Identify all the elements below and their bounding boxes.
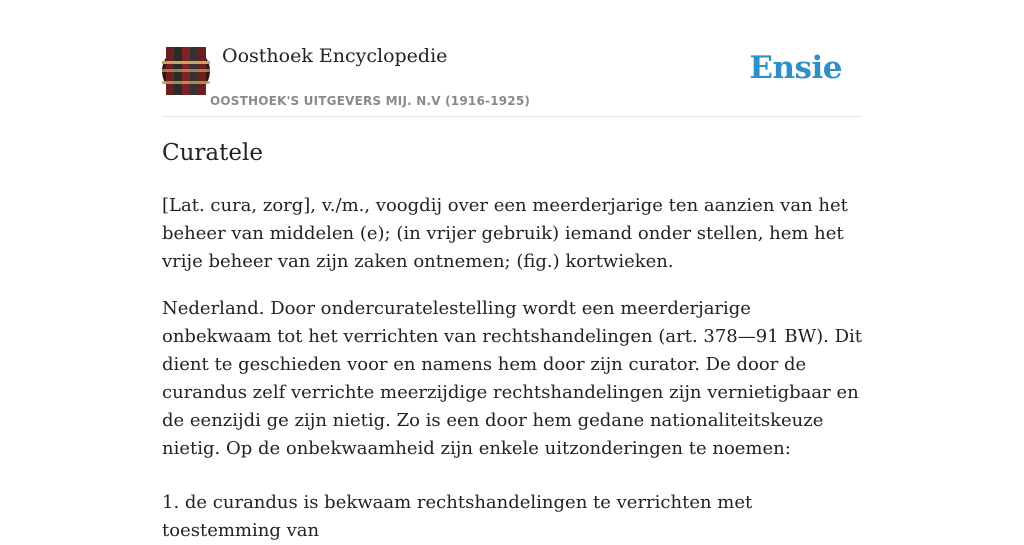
article-paragraph: 1. de curandus is bekwaam rechtshandelingen te verrichten met toestemming van <box>162 492 753 541</box>
publisher-label: OOSTHOEK'S UITGEVERS MIJ. N.V (1916-1925) <box>210 94 531 108</box>
article-paragraph: [Lat. cura, zorg], v./m., voogdij over een meerderjarige ten aanzien van het beheer van middelen (e); (in vrijer gebruik) iemand onder stellen, hem het vrije beheer van zijn zaken ontnemen; (fig.) kortwieken. <box>162 195 848 272</box>
header <box>162 0 862 117</box>
ensie-logo[interactable]: Ensie <box>749 50 842 86</box>
page <box>162 0 862 541</box>
source-title[interactable]: Oosthoek Encyclopedie <box>222 45 448 67</box>
page-title: Curatele <box>162 140 263 166</box>
article-paragraph: Nederland. Door ondercuratelestelling wordt een meerderjarige onbekwaam tot het verrichten van rechtshandelingen (art. 378—91 BW). Dit dient te geschieden voor en namens hem door zijn curator. De door de curandus zelf verrichte meerzijdige rechtshandelingen zijn vernietigbaar en de eenzijdi ge zijn nietig. Zo is een door hem gedane nationaliteitskeuze nietig. Op de onbekwaamheid zijn enkele uitzonderingen te noemen: <box>162 298 862 459</box>
source-avatar[interactable] <box>162 47 210 95</box>
